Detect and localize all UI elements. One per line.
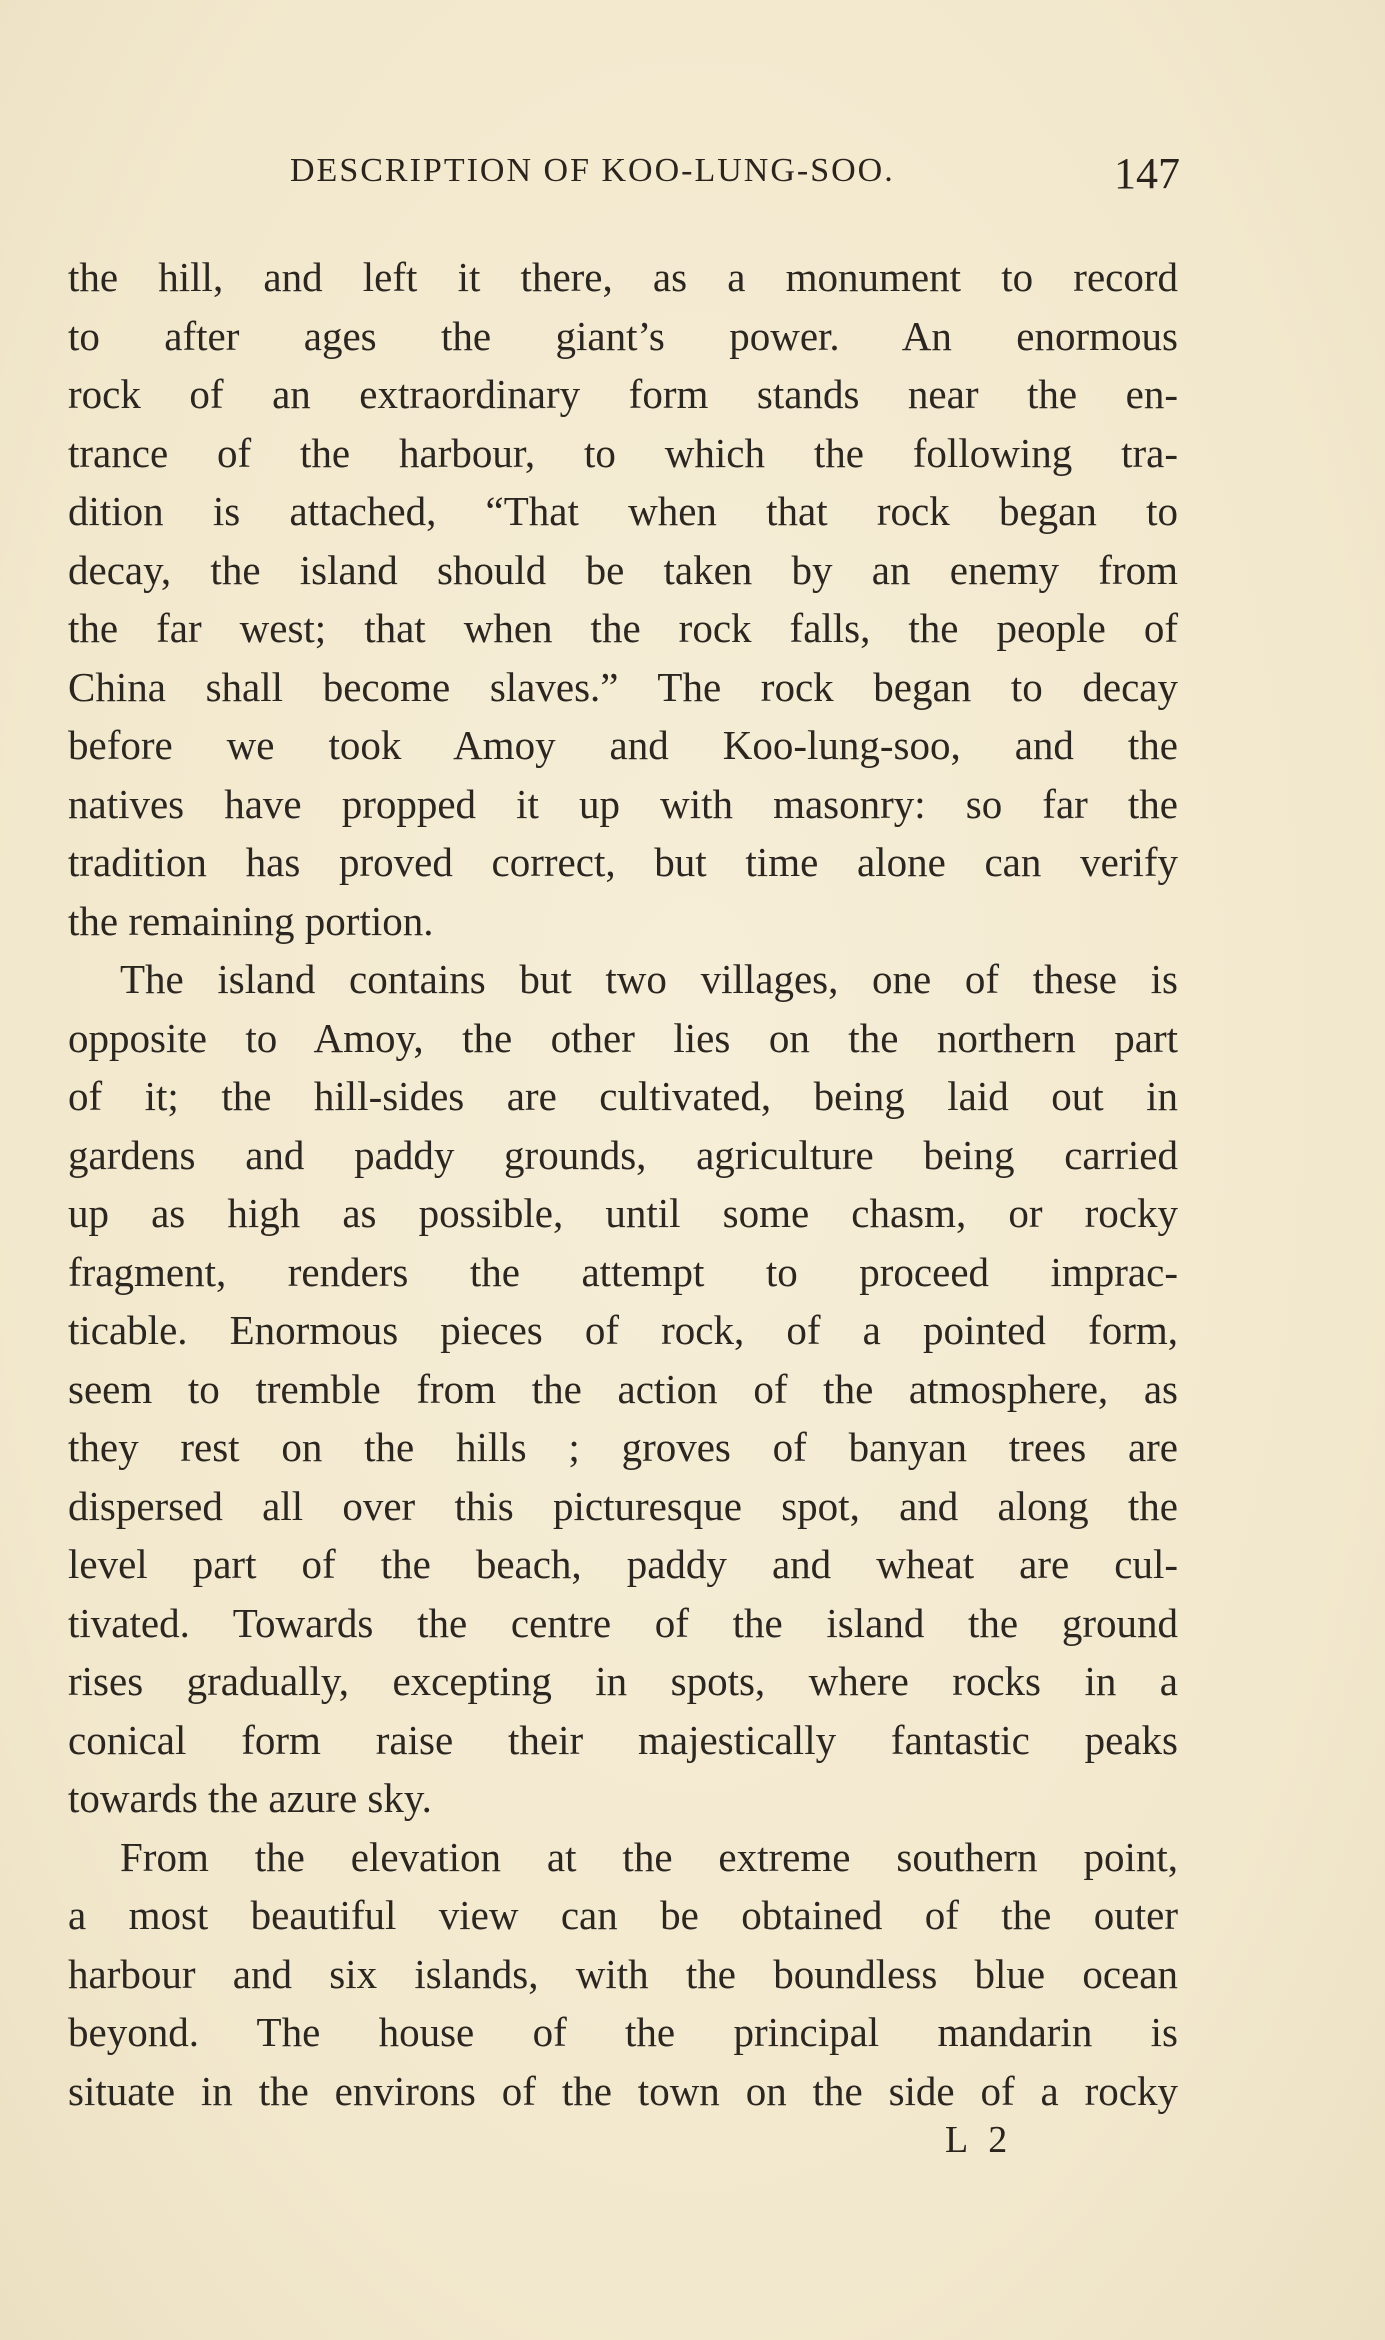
text-line: dispersed all over this picturesque spot, and along the — [68, 1482, 1178, 1529]
text-line: The island contains but two villages, one of these is — [120, 956, 1178, 1002]
page-number: 147 — [1114, 149, 1180, 198]
text-line: fragment, renders the attempt to proceed imprac- — [68, 1248, 1178, 1295]
text-line: to after ages the giant’s power. An enormous — [68, 312, 1178, 359]
text-line: tivated. Towards the centre of the island the ground — [68, 1599, 1178, 1646]
text-line: situate in the environs of the town on the side of a rocky — [68, 2067, 1178, 2114]
text-line: conical form raise their majestically fantastic peaks — [68, 1716, 1178, 1763]
text-line: China shall become slaves.” The rock began to decay — [68, 663, 1178, 710]
text-line: seem to tremble from the action of the atmosphere, as — [68, 1365, 1178, 1412]
text-line: ticable. Enormous pieces of rock, of a pointed form, — [68, 1307, 1178, 1353]
text-line: rises gradually, excepting in spots, where rocks in a — [68, 1658, 1178, 1704]
text-line: the far west; that when the rock falls, the people of — [68, 605, 1178, 651]
running-title: DESCRIPTION OF KOO-LUNG-SOO. — [290, 152, 895, 189]
text-line: of it; the hill-sides are cultivated, being laid out in — [68, 1073, 1178, 1119]
text-line: up as high as possible, until some chasm, or rocky — [68, 1190, 1178, 1236]
text-line: towards the azure sky. — [68, 1775, 432, 1821]
body-text — [68, 248, 1178, 2120]
text-line: the hill, and left it there, as a monument to record — [68, 254, 1178, 300]
text-line: level part of the beach, paddy and wheat are cul- — [68, 1541, 1178, 1587]
text-line: decay, the island should be taken by an enemy from — [68, 546, 1178, 593]
text-line: gardens and paddy grounds, agriculture being carried — [68, 1131, 1178, 1178]
text-line: dition is attached, “That when that rock began to — [68, 488, 1178, 534]
text-line: rock of an extraordinary form stands near the en- — [68, 371, 1178, 417]
text-line: trance of the harbour, to which the following tra- — [68, 429, 1178, 476]
text-line: natives have propped it up with masonry: so far the — [68, 780, 1178, 827]
text-line: they rest on the hills ; groves of banyan trees are — [68, 1424, 1178, 1470]
page-header — [290, 149, 1180, 202]
text-line: harbour and six islands, with the boundless blue ocean — [68, 1950, 1178, 1997]
text-line: beyond. The house of the principal mandarin is — [68, 2009, 1178, 2055]
text-line: the remaining portion. — [68, 897, 434, 944]
text-line: tradition has proved correct, but time alone can verify — [68, 839, 1178, 885]
signature-mark: L 2 — [945, 2119, 1014, 2161]
text-line: opposite to Amoy, the other lies on the northern part — [68, 1014, 1178, 1061]
text-line: before we took Amoy and Koo-lung-soo, and the — [68, 722, 1178, 768]
text-line: From the elevation at the extreme southern point, — [120, 1833, 1178, 1880]
text-line: a most beautiful view can be obtained of the outer — [68, 1892, 1178, 1938]
